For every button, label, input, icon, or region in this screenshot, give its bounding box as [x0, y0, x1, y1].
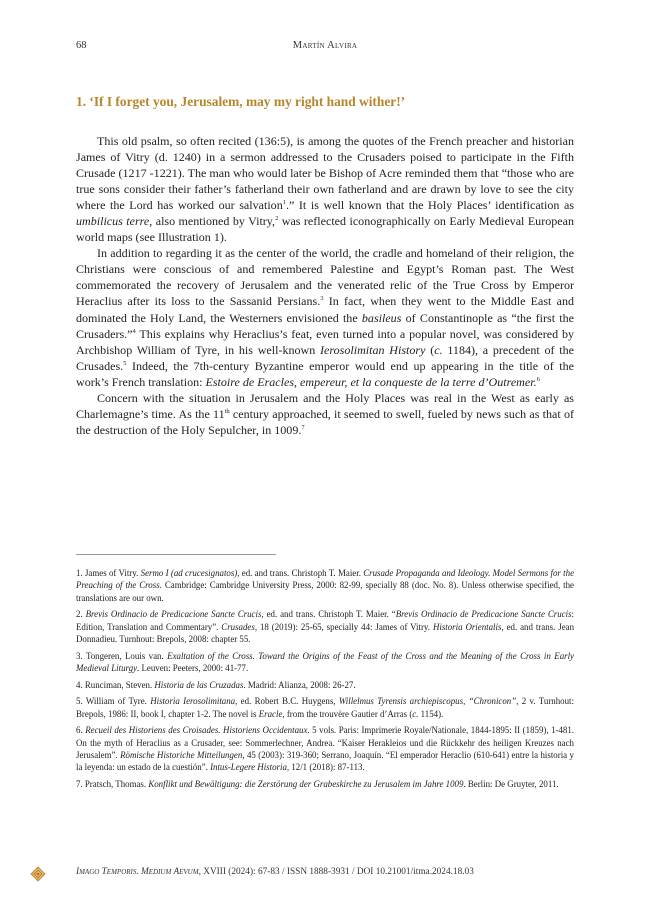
footnote-ref: 4: [132, 327, 136, 335]
footnote-4: 4. Runciman, Steven. Historia de las Cruzadas. Madrid: Alianza, 2008: 26-27.: [76, 679, 356, 690]
footer-citation: Imago Temporis. Medium Aevum, XVIII (2024): 67-83 / ISSN 1888-3931 / DOI 10.21001/itma.2024.18.03: [76, 867, 474, 877]
footnote-ref: 2: [275, 215, 279, 223]
footnote-7: 7. Pratsch, Thomas. Konflikt und Bewältigung: die Zerstörung der Grabeskirche zu Jerusalem im Jahre 1009. Berlin: De Gruyter, 2011.: [76, 778, 559, 789]
running-head: [76, 40, 574, 56]
footnote-ref: 3: [320, 295, 324, 303]
body-text: [76, 133, 574, 438]
paragraph: Concern with the situation in Jerusalem and the Holy Places was real in the West as early as Charlemagne’s time. As the 11th century approached, it seemed to swell, fueled by news such as that of the destruction of the Holy Sepulcher, in 1009.$^7$: [76, 390, 574, 437]
running-head-author: Martín Alvira: [292, 40, 358, 51]
page-footer: [30, 866, 590, 882]
paragraph: This old psalm, so often recited (136:5), is among the quotes of the French preacher and historian James of Vitry (d. 1240) in a sermon addressed to the Crusaders poised to participate in the Fifth Crusade (1217 -1221). The man who would later be Bishop of Acre reminded them that “those who are true sons consider their father’s fatherland their own fatherland and are drawn by love to see the city where the Lord has worked our salvation$^1$.” It is well known that the Holy Places’ identification as umbilicus terre, also mentioned by Vitry,$^2$ was reflected iconographically on Early Medieval European world maps (see Illustration 1).: [76, 134, 575, 245]
footnote-ref: 1: [282, 199, 286, 207]
paragraph: In addition to regarding it as the center of the world, the cradle and homeland of their religion, the Christians were conscious of and remembered Palestine and Egypt’s Roman past. The West commemorated the recovery of Jerusalem and the venerated relic of the True Cross by Emperor Heraclius after its loss to the Sassanid Persians.$^3$ In fact, when they went to the Middle East and dominated the Holy Land, the Westerners envisioned the basileus of Constantinople as “the first the Crusaders.”$^4$ This explains why Heraclius’s feat, even turned into a popular novel, was considered by Archbishop William of Tyre, in his well-known Ierosolimitan History (c. 1184), a precedent of the Crusades.$^5$ Indeed, the 7th-century Byzantine emperor would end up appearing in the title of the work’s French translation: Estoire de Eracles, empereur, et la conqueste de la terre d’Outremer.$^6$: [76, 246, 574, 389]
footnote-2: 2. Brevis Ordinacio de Predicacione Sancte Crucis, ed. and trans. Christoph T. Maier. “Brevis Ordinacio de Predicacione Sancte Crucis: Edition, Translation and Commentary”. Crusades, 18 (2019): 25-65, specially 44: James of Vitry. Historia Orientalis, ed. and trans. Jean Donnadieu. Turnhout: Brepols, 2008: chapter 55.: [76, 609, 575, 644]
footnote-ref: 5: [123, 359, 127, 367]
footnote-6: 6. Recueil des Historiens des Croisades. Historiens Occidentaux. 5 vols. Paris: Imprimerie Royale/Nationale, 1844-1895: II (1859), 1-481. On the myth of Heraclius as a Crusader, see: Sommerlechner, Andrea. “Kaiser Herakleios und die Rückkehr des heiligen Kreuzes nach Jerusalem”. Römische Historiche Mitteilungen, 45 (2003): 319-360; Serrano, Joaquín. “El emperador Heraclio (610-641) entre la historia y la leyenda: un estado de la cuestión”. Intus-Legere Historia, 12/1 (2018): 87-113.: [76, 725, 575, 773]
footnote-ref: 6: [536, 375, 540, 383]
footnote-separator: [76, 554, 276, 555]
footnote-5: 5. William of Tyre. Historia Ierosolimitana, ed. Robert B.C. Huygens, Willelmus Tyrensis archiepiscopus, “Chronicon”, 2 v. Turnhout: Brepols, 1986: II, book I, chapter 1-2. The novel is Eracle, from the trouvère Gautier d’Arras (c. 1154).: [76, 696, 574, 719]
footnote-1: 1. James of Vitry. Sermo I (ad crucesignatos), ed. and trans. Christoph T. Maier. Crusade Propaganda and Ideology. Model Sermons for the Preaching of the Cross. Cambridge: Cambridge University Press, 2000: 82-99, specially 88 (doc. No. 8). Unless otherwise specified, the translations are our own.: [76, 568, 575, 603]
journal-title: Imago Temporis. Medium Aevum: [76, 867, 199, 877]
footnote-ref: 7: [301, 423, 305, 431]
ornament-icon: [30, 866, 46, 882]
footnotes: [76, 567, 574, 794]
page-number: 68: [76, 40, 87, 51]
section-title: 1. ‘If I forget you, Jerusalem, may my right hand wither!’: [76, 94, 406, 109]
footnote-3: 3. Tongeren, Louis van. Exaltation of the Cross. Toward the Origins of the Feast of the Cross and the Meaning of the Cross in Early Medieval Liturgy. Leuven: Peeters, 2000: 41-77.: [76, 650, 574, 673]
